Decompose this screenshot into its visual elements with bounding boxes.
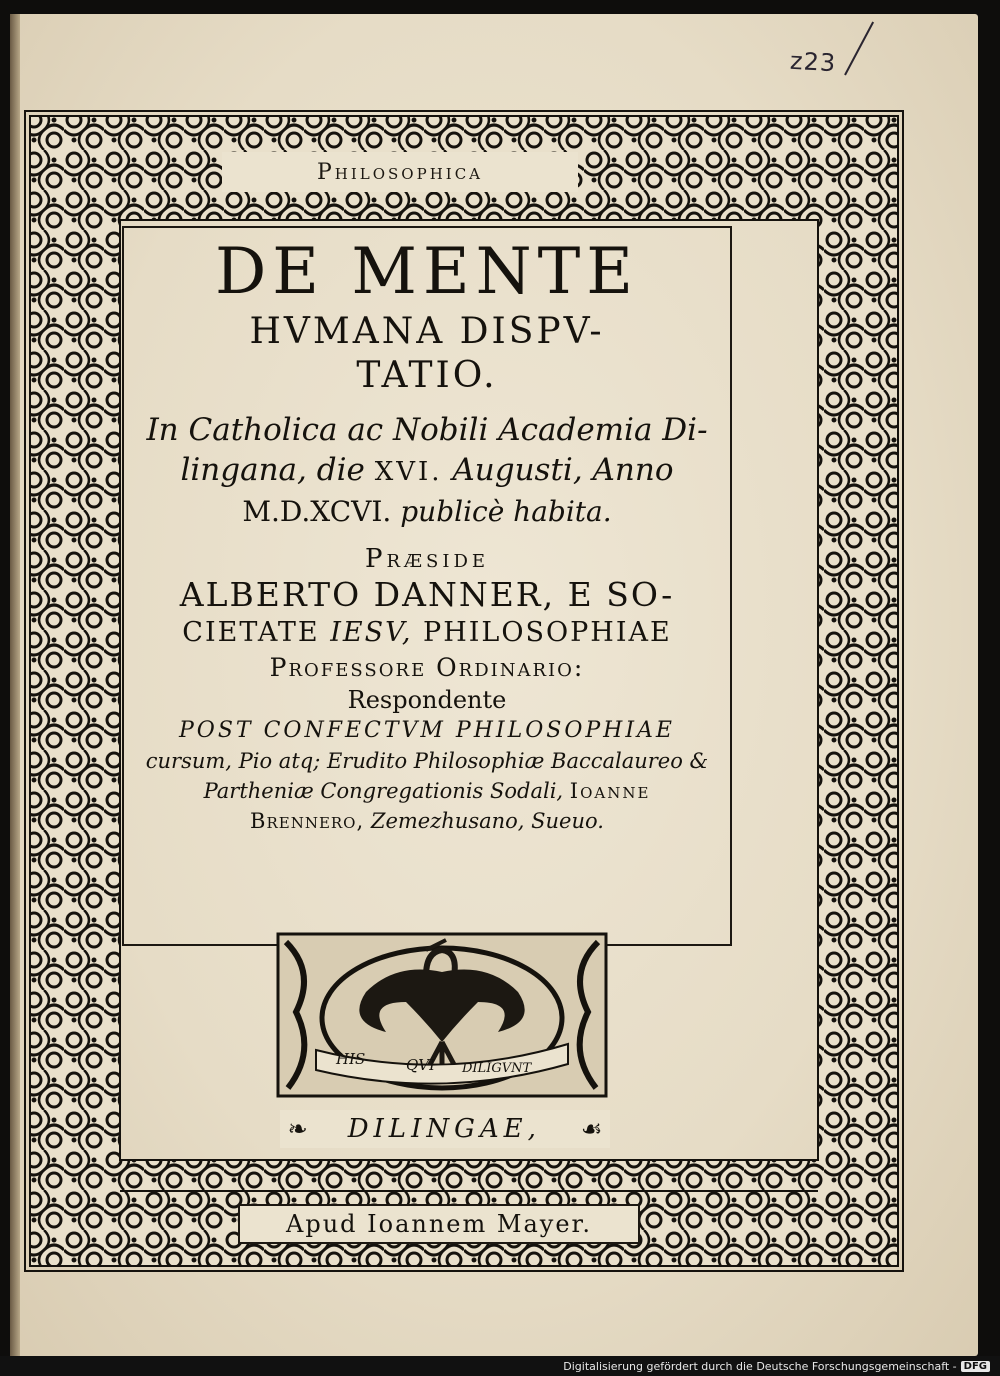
page-edge	[10, 14, 20, 1356]
respondente-line-1: POST CONFECTVM PHILOSOPHIAE	[179, 718, 675, 743]
header-label: Philosophica	[316, 159, 484, 185]
emblem-word-his: HIS	[336, 1050, 366, 1068]
funding-credit: Digitalisierung gefördert durch die Deutsche Forschungsgemeinschaft -	[563, 1359, 957, 1373]
praeside-iesu: IESV,	[330, 617, 413, 648]
imprint-band	[238, 1204, 640, 1244]
praeside-name-line-2	[122, 614, 732, 652]
praeside-name-line-1: ALBERTO DANNER, E SO-	[179, 575, 675, 614]
intro-line-2-c: Augusti, Anno	[452, 452, 674, 488]
place-line	[280, 1110, 610, 1148]
respondente-surname: Brennero,	[250, 809, 365, 833]
manuscript-shelfmark: z23	[789, 46, 837, 78]
intro-habita: publicè habita.	[400, 495, 612, 528]
footer-bar	[0, 1356, 1000, 1376]
intro-line-1: In Catholica ac Nobili Academia Di-	[146, 412, 708, 448]
pelican-emblem	[276, 932, 608, 1098]
intro-line-2-a: lingana, die	[180, 452, 365, 488]
praeside-title: Professore Ordinario:	[269, 653, 585, 682]
intro-year: M.D.XCVI.	[242, 495, 392, 528]
header-band	[222, 152, 578, 192]
manuscript-stroke	[844, 22, 874, 76]
respondente-name: Ioanne	[569, 779, 651, 803]
praeside-name-2c: PHILOSOPHIAE	[423, 617, 672, 648]
dfg-logo: DFG	[961, 1361, 990, 1372]
imprint-text: Apud Ioannem Mayer.	[286, 1210, 592, 1238]
title-line-3: TATIO.	[356, 355, 498, 396]
respondente-label: Respondente	[347, 686, 507, 714]
praeside-name-2a: CIETATE	[182, 617, 320, 648]
respondente-line-2: cursum, Pio atq; Erudito Philosophiæ Baccalaureo &	[145, 749, 709, 773]
respondente-line-3a: Partheniæ Congregationis Sodali,	[203, 779, 564, 803]
emblem-word-diligunt: DILIGVNT	[462, 1061, 532, 1076]
emblem-word-qui: QVI	[406, 1056, 436, 1074]
title-page	[10, 14, 978, 1356]
fleuron-right-icon: ☙	[580, 1115, 603, 1143]
praeside-label: Præside	[364, 544, 490, 574]
fleuron-left-icon: ❧	[287, 1115, 308, 1143]
intro-day: XVI.	[374, 457, 443, 487]
respondente-line-3	[122, 776, 732, 806]
intro-line-2	[122, 450, 732, 492]
title-line-1: DE MENTE	[214, 235, 640, 309]
place-name: DILINGAE,	[347, 1114, 541, 1144]
title-line-2: HVMANA DISPV-	[249, 311, 605, 352]
respondente-origin: Zemezhusano, Sueuo.	[370, 809, 604, 833]
title-block	[122, 234, 732, 836]
intro-line-3	[122, 492, 732, 532]
respondente-line-4	[122, 806, 732, 836]
